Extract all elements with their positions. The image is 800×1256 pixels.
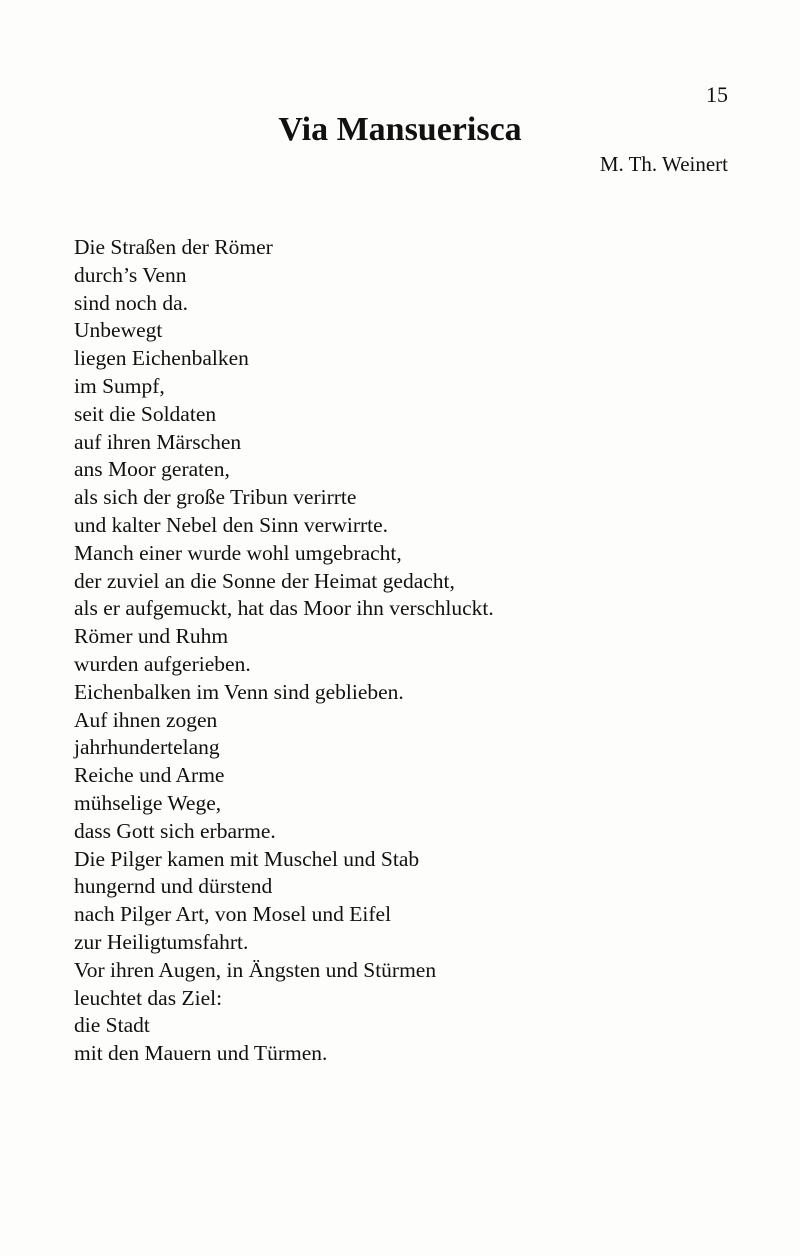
poem-line: leuchtet das Ziel: — [74, 985, 223, 1010]
poem-line: mühselige Wege, — [74, 790, 222, 815]
poem-author: M. Th. Weinert — [599, 152, 728, 176]
poem-line: als er aufgemuckt, hat das Moor ihn verschluckt. — [74, 596, 494, 621]
poem-line: jahrhundertelang — [74, 735, 220, 760]
poem-line: Eichenbalken im Venn sind geblieben. — [74, 679, 404, 704]
poem-line: sind noch da. — [74, 290, 189, 315]
poem-line: Die Straßen der Römer — [74, 235, 273, 259]
poem-line: Vor ihren Augen, in Ängsten und Stürmen — [74, 957, 437, 982]
poem-line: dass Gott sich erbarme. — [74, 818, 276, 843]
poem-line: hungernd und dürstend — [74, 874, 273, 899]
poem-line: Auf ihnen zogen — [74, 707, 218, 732]
poem-line: seit die Soldaten — [74, 401, 217, 426]
poem-line: und kalter Nebel den Sinn verwirrte. — [74, 512, 389, 537]
poem-line: liegen Eichenbalken — [74, 346, 249, 371]
poem-line: Manch einer wurde wohl umgebracht, — [74, 540, 402, 565]
poem-line: als sich der große Tribun verirrte — [74, 485, 357, 510]
poem-line: der zuviel an die Sonne der Heimat gedacht, — [74, 568, 455, 593]
poem-line: im Sumpf, — [74, 373, 165, 398]
poem-line: Unbewegt — [74, 318, 163, 343]
poem-line: durch’s Venn — [74, 262, 187, 287]
poem-line: wurden aufgerieben. — [74, 651, 251, 676]
poem-line: Die Pilger kamen mit Muschel und Stab — [74, 846, 420, 871]
poem-line: auf ihren Märschen — [74, 429, 242, 454]
poem-line: die Stadt — [74, 1013, 150, 1038]
page-number: 15 — [706, 82, 728, 107]
poem-line: nach Pilger Art, von Mosel und Eifel — [74, 902, 392, 927]
poem-line: Römer und Ruhm — [74, 624, 229, 649]
poem-line: mit den Mauern und Türmen. — [74, 1041, 328, 1066]
poem-line: zur Heiligtumsfahrt. — [74, 929, 249, 954]
poem-line: Reiche und Arme — [74, 763, 225, 788]
poem-body — [74, 234, 734, 1068]
poem-title: Via Mansuerisca — [278, 111, 522, 148]
poem-line: ans Moor geraten, — [74, 457, 230, 482]
